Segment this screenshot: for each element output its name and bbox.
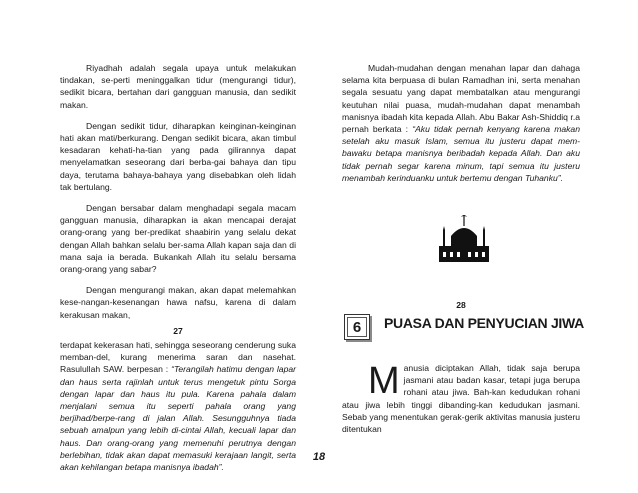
paragraph: Riyadhah adalah segala upaya untuk melakukan tindakan, se-perti meninggalkan tidur (mengurangi tidur), sedikit bicara, bertahan dari gangguan manusia, dan sedikit makan. xyxy=(60,63,296,110)
paragraph-text: Mudah-mudahan dengan menahan lapar dan dahaga selama kita berpuasa di bulan Ramadhan ini, serta menahan segala sesuatu yang dapat membatalkan atau mengurangi keutuhan nilai puasa, mudah-mudahan dapat menambah manisnya ibadah kita kepada Allah. Abu Bakar Ash-Shiddiq r.a pernah berkata : xyxy=(342,63,580,135)
paragraph: Dengan bersabar dalam menghadapi segala macam gangguan manusia, diharapkan ia akan mencapai derajat orang-orang yang ber-predikat shaabirin yang selalu dekat dengan Allah bahkan selalu ber-sama Allah kapan saja dan di mana saja ia berada. Bukankah Allah itu selalu bersama orang-orang yang sabar? xyxy=(60,203,296,275)
paragraph: anusia diciptakan Allah, tidak saja berupa jasmani atau badan kasar, tetapi juga berupa rohani atau jiwa. Bah-kan kedudukan rohani atau jiwa lebih tinggi dibanding-kan kedudukan jasmani. Sebab yang menentukan gerak-gerik aktivitas manusia justeru ditentukan xyxy=(342,363,580,435)
hadith-quote: “Terangilah hatimu dengan lapar dan haus serta rajinlah untuk terus mengetuk pintu Sorga dengan lapar dan haus itu pula. Karena pahala dalam menjalani semua itu seperti pahala orang yang berjihad/berpe-rang di jalan Allah. Sesungguhnya tiada sebuah amalpun yang lebih di-cintai Allah, kecuali lapar dan haus. Dan orang-orang yang memenuhi perutnya dengan berlebihan, tidak akan dapat memasuki kerajaan langit, serta akan kehilangan betapa manisnya ibadah”. xyxy=(60,364,296,473)
chapter-number-box xyxy=(344,314,370,340)
paragraph: Dengan mengurangi makan, akan dapat melemahkan kese-nangan-kesenangan hawa nafsu, karena di dalam kerakusan makan, xyxy=(60,285,296,320)
quote: “Aku tidak pernah kenyang karena makan setelah aku masuk Islam, semua itu justeru dapat mem-bawaku betapa manisnya beribadah kepada Allah. Dan aku tidak pernah segar karena minum, tapi semua itu justeru menambah kerinduanku untuk bertemu dengan Tuhanku”. xyxy=(342,124,580,183)
drop-cap: M xyxy=(368,360,400,402)
left-column xyxy=(60,62,296,473)
chapter-intro xyxy=(342,362,580,435)
chapter-title: PUASA DAN PENYUCIAN JIWA xyxy=(384,315,584,331)
inner-page-number: 28 xyxy=(456,300,466,310)
inner-page-number: 27 xyxy=(173,325,183,336)
paragraph xyxy=(342,62,580,184)
mosque-icon xyxy=(437,208,491,264)
paragraph-text: terdapat kekerasan hati, sehingga seseorang cenderung suka memban-del, kurang menerima saran dan nasehat. Rasulullah SAW. berpesan : xyxy=(60,340,296,375)
page-number: 18 xyxy=(312,451,326,463)
paragraph: Dengan sedikit tidur, diharapkan keinginan-keinginan hati akan mati/berkurang. Dengan sedikit bicara, akan timbul kesadaran kehati-ha-tian yang pada gilirannya dapat menyelamatkan seseorang dari berba-gai bahaya dan tipu daya, terutama bahaya-bahaya yang disebabkan oleh lidah tak bertulang. xyxy=(60,120,296,192)
chapter-number: 6 xyxy=(347,317,367,337)
right-column xyxy=(342,62,580,184)
